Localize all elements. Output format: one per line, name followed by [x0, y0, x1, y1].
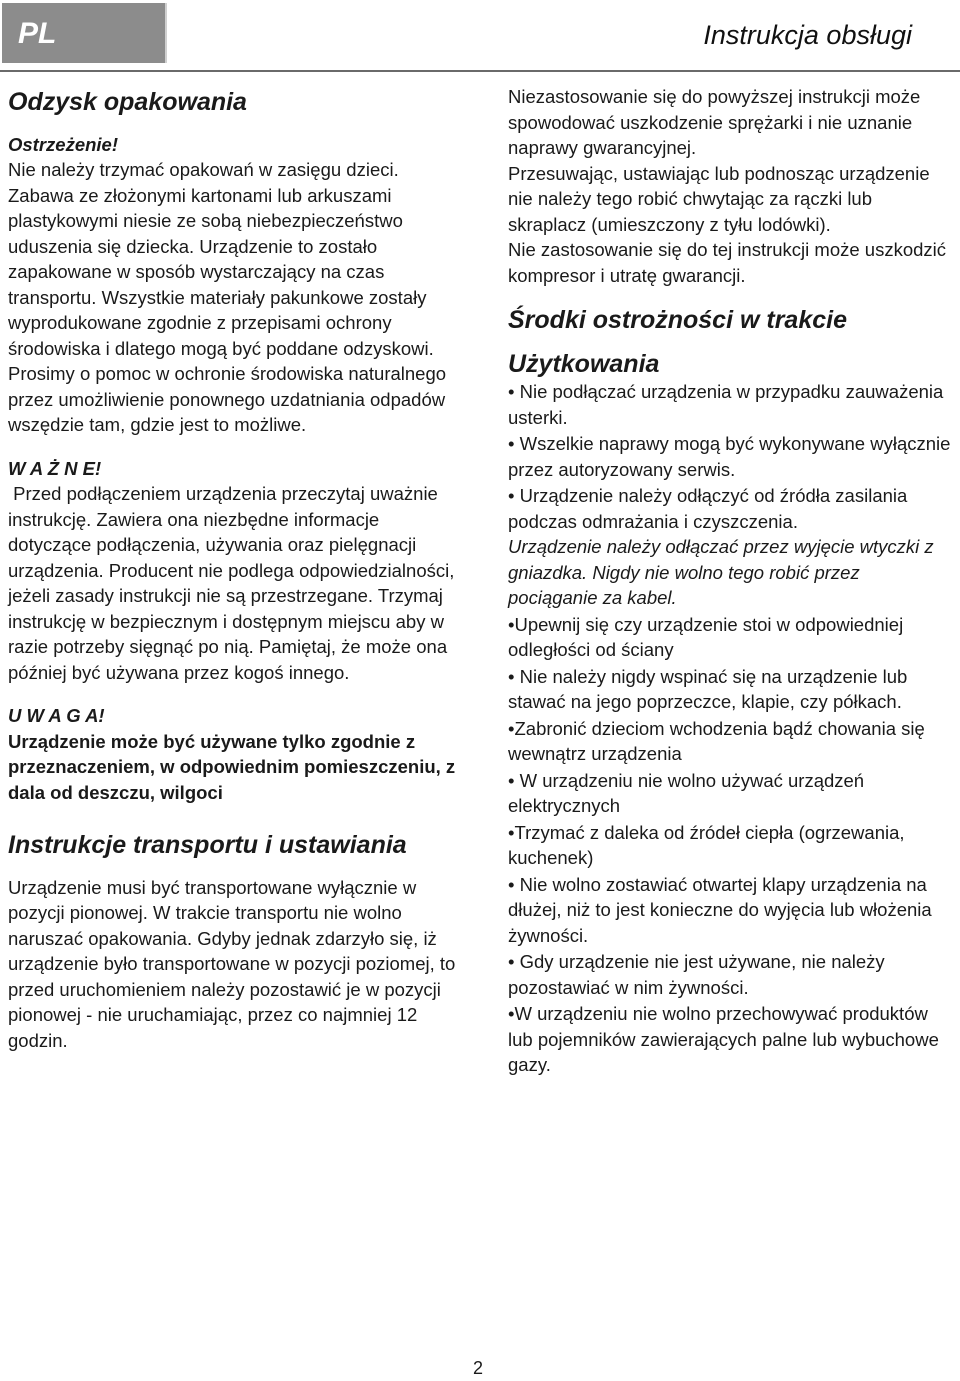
section-title-packaging: Odzysk opakowania	[8, 88, 247, 116]
list-item: • Nie należy nigdy wspinać się na urządzenie lub stawać na jego poprzeczce, klapie, czy półkach.	[508, 665, 908, 712]
list-item: • Wszelkie naprawy mogą być wykonywane wyłącznie przez autoryzowany serwis.	[508, 433, 951, 480]
page-header	[0, 0, 960, 72]
list-item: •Zabronić dzieciom wchodzenia bądź chowania się wewnątrz urządzenia	[508, 717, 925, 764]
warning-label: Ostrzeżenie!	[8, 133, 119, 155]
list-item: •W urządzeniu nie wolno przechowywać produktów lub pojemników zawierających palne lub wybuchowe gazy.	[508, 1003, 939, 1075]
right-paragraph-2: Przesuwając, ustawiając lub podnosząc urządzenie nie należy tego robić chwytając za rączki lub skraplacz (umieszczony z tyłu lodówki).	[508, 162, 930, 235]
document-title: Instrukcja obsługi	[703, 20, 912, 50]
section-title-transport: Instrukcje transportu i ustawiania	[8, 831, 407, 859]
list-item-text: • Urządzenie należy odłączyć od źródła zasilania podczas odmrażania i czyszczenia.	[508, 485, 908, 532]
list-item: • Gdy urządzenie nie jest używane, nie należy pozostawiać w nim żywności.	[508, 951, 885, 998]
important-text: Przed podłączeniem urządzenia przeczytaj uważnie instrukcję. Zawiera ona niezbędne informacje dotyczące podłączenia, używania oraz pielęgnacji urządzenia. Producent nie podlega odpowiedzialności, jeżeli zasady instrukcji nie są przestrzegane. Trzymaj instrukcję w bezpiecznym i dostępnym miejscu aby w razie potrzeby sięgnąć po nią. Pamiętaj, że może ona później być używana przez kogoś innego.	[8, 483, 460, 683]
language-label: PL	[18, 17, 57, 50]
transport-text: Urządzenie musi być transportowane wyłącznie w pozycji pionowej. W trakcie transportu nie wolno naruszać opakowania. Gdyby jednak zdarzyło się, iż urządzenie było transportowane w pozycji poziomej, to przed uruchomieniem należy pozostawić je w pozycji pionowej - nie uruchamiając, przez co najmniej 12 godzin.	[8, 876, 456, 1051]
list-item	[508, 483, 953, 611]
list-item-note: Urządzenie należy odłączać przez wyjęcie wtyczki z gniazdka. Nigdy nie wolno tego robić przez pociąganie za kabel.	[508, 536, 934, 608]
attention-label: U W A G A!	[8, 705, 105, 726]
list-item: • Nie wolno zostawiać otwartej klapy urządzenia na dłużej, niż to jest konieczne do wyjęcia lub włożenia żywności.	[508, 873, 932, 946]
attention-text: Urządzenie może być używane tylko zgodnie z przeznaczeniem, w odpowiednim pomieszczeniu, z dala od deszczu, wilgoci	[8, 730, 456, 803]
right-paragraph-3: Nie zastosowanie się do tej instrukcji może uszkodzić kompresor i utratę gwarancji.	[508, 239, 947, 286]
list-item: • W urządzeniu nie wolno używać urządzeń elektrycznych	[508, 769, 865, 816]
list-item: • Nie podłączać urządzenia w przypadku zauważenia usterki.	[508, 381, 944, 428]
important-label: W A Ż N E!	[8, 457, 102, 479]
left-column	[8, 84, 463, 1053]
list-item: •Upewnij się czy urządzenie stoi w odpowiedniej odległości od ściany	[508, 613, 904, 660]
section-title-usage: Użytkowania	[508, 349, 660, 378]
right-column	[508, 84, 953, 1079]
language-badge	[2, 3, 167, 63]
right-paragraph-1: Niezastosowanie się do powyższej instrukcji może spowodować uszkodzenie sprężarki i nie uznanie naprawy gwarancyjnej.	[508, 86, 921, 158]
warning-text: Nie należy trzymać opakowań w zasięgu dzieci. Zabawa ze złożonymi kartonami lub arkuszami plastykowymi niesie ze sobą niebezpieczeństwo uduszenia się dziecka. Urządzenie to zostało zapakowane w sposób wystarczający na czas transportu. Wszystkie materiały pakunkowe zostały wyprodukowane zgodnie z przepisami ochrony środowiska i dlatego mogą być poddane odzyskowi. Prosimy o pomoc w ochronie środowiska naturalnego przez umożliwienie ponownego uzdatniania odpadów wszędzie tam, gdzie jest to możliwe.	[8, 159, 447, 435]
section-title-safety: Środki ostrożności w trakcie	[508, 306, 847, 334]
page-number: 2	[473, 1358, 484, 1378]
safety-list	[508, 379, 953, 1078]
list-item: •Trzymać z daleka od źródeł ciepła (ogrzewania, kuchenek)	[508, 821, 905, 868]
